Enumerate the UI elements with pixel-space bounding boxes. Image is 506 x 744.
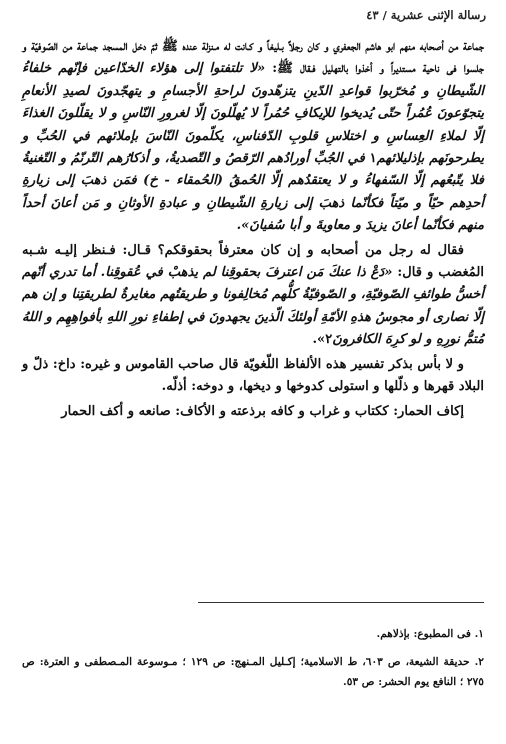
paragraph-1 bbox=[22, 36, 484, 238]
main-text bbox=[22, 36, 484, 423]
hadith-quote-continued: في الجُبِّ أورادُهم الرّقصُ و التّصديةُ، و أذكارُهم التّرنّمُ و التّغنيةُ فلا يتّبعُهم إلّا السّفهاءُ و لا يعتقدُهم إلّا الحُمقُ (الحُمقاء - خ) فمَن ذهبَ إلى زيارةِ أحدِهم حيّاً و ميّتاً فكأنّما ذهبَ إلى زيارةِ الشّيطانِ و عبادةِ الأوثانِ و مَن أعانَ أحداً منهم فكأنّما أعانَ يزيدَ و معاويةَ و أبا سُفيانَ». bbox=[22, 151, 484, 234]
text-segment: فقال له رجل من أصحابه و إن كان معترفاً بحقوقكم؟ قـال: فـنظر إليـه شـبه المُغضب و قال: bbox=[22, 242, 484, 281]
hadith-quote: «لا تلتفتوا إلى هؤلاء الخدّاعين فإنّهم خلفاءُ الشّيطانِ و مُخرّبوا قواعدِ الدّينِ يتزهّدونَ لراحةِ الأجسامِ و يتهجّدونَ لصيدِ الأنعامِ يتجوّعونَ عُمُراً حتّى يُديخوا للإيكافِ حُمُراً لا يُهلّلونَ إلّا لغرورِ النّاسِ و لا يقلّلونَ الغذاءَ إلّا لملاءِ العِساسِ و اختلاسِ قلوبِ الدّفناسِ، يكلّمونَ النّاسَ بإملائهم في الحُبِّ و يطرحونَهم بإذليلائهم bbox=[22, 61, 484, 167]
hadith-quote: «دَعْ ذا عنكَ مَن اعترفَ بحقوقِنا لم يذهبْ في عُقوقِنا. أما تدري أنّهم أخسُّ طوائفِ الصّوفيّةِ، و الصّوفيّةُ كلُّهم مُخالِفونا و طريقتُهم مغايرةٌ لطريقتِنا و إن هم إلّا نصارى أو مجوسُ هذهِ الأمّةِ أولئكَ الّذينَ يجهدونَ في إطفاءِ نورِ اللهِ بأفواهِهِم و اللهُ مُتمُّ نورِهِ و لو كرِهَ الكافرونَ bbox=[22, 265, 484, 348]
footnote-1: ١. فى المطبوع: بإذلاهم. bbox=[376, 628, 484, 640]
footnotes bbox=[22, 624, 484, 692]
text-segment: و لا بأس بذكر تفسير هذه الألفاظ اللّغويّة قال صاحب القاموس و غيره: داخ: ذلّ و البلاد قهرها و ذلّلها و استولى كدوخها و ديخها، و دوخه: أذلّه. bbox=[22, 356, 484, 395]
paragraph-2 bbox=[22, 240, 484, 352]
running-header: رسالة الإثنى عشرية / ٤٣ bbox=[366, 8, 486, 22]
text-segment: إكاف الحمار: ككتاب و غراب و كافه برذعته و الأكاف: صانعه و أكف الحمار bbox=[61, 403, 464, 419]
text-segment: جماعة من أصحابه منهم ابو هاشم الجعفري و كان رجلاً بـليغاً و كـانت له مـنزلة عنده ﷺ ثمّ دخل المسجد جماعة من الصّوفيّة و جلسوا فى ناحية مستديراً و أخذوا بالتهليل فـقال ﷺ: bbox=[22, 39, 484, 77]
footnote-2: ٢. حديقة الشيعة، ص ٦٠٣، ط الاسلامية؛ إكـليل المـنهج: ص ١٢٩ ؛ مـوسوعة المـصطفى و العترة: ص ٢٧٥ ؛ النافع يوم الحشر: ص ٥٣. bbox=[22, 656, 484, 688]
paragraph-3 bbox=[22, 354, 484, 399]
footnote-ref-2: ٢». bbox=[312, 332, 333, 348]
paragraph-4 bbox=[22, 401, 484, 423]
footnote-separator bbox=[198, 602, 484, 603]
footnote-ref-1: ١ bbox=[369, 151, 377, 167]
